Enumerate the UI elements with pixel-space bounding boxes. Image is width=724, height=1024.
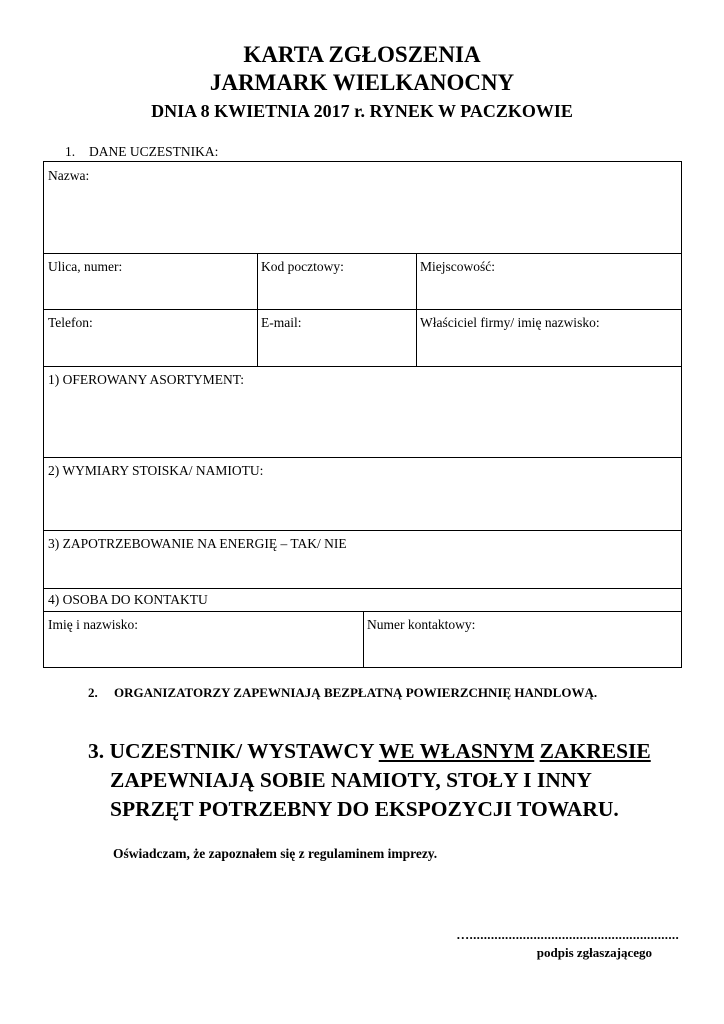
underlined-phrase: WE WŁASNYM [378,739,535,763]
point-3-line-1 [88,737,651,766]
field-label: Numer kontaktowy: [367,617,476,632]
field-asortyment[interactable] [44,366,681,457]
event-title: JARMARK WIELKANOCNY [209,70,515,95]
point-3-line-2: ZAPEWNIAJĄ SOBIE NAMIOTY, STOŁY I INNY [110,768,592,792]
field-miejscowosc[interactable] [416,253,681,309]
field-label: Ulica, numer: [48,259,123,274]
point-3-line-3: SPRZĘT POTRZEBNY DO EKSPOZYCJI TOWARU. [110,797,619,821]
section-label: DANE UCZESTNIKA: [89,144,219,159]
registration-form-table [43,161,682,668]
point-3 [88,737,651,824]
field-label: 1) OFEROWANY ASORTYMENT: [48,372,245,387]
field-kod-pocztowy[interactable] [257,253,416,309]
contact-person-heading [44,588,681,611]
field-label: Miejscowość: [420,259,495,274]
field-numer-kontaktowy[interactable] [363,611,681,668]
section-participant-data [65,144,218,160]
field-label: Nazwa: [48,168,90,183]
declaration-statement: Oświadczam, że zapoznałem się z regulaminem imprezy. [113,846,438,861]
field-label: Imię i nazwisko: [48,617,138,632]
field-nazwa[interactable] [44,162,681,253]
field-label: 4) OSOBA DO KONTAKTU [48,592,208,607]
field-label: 3) ZAPOTRZEBOWANIE NA ENERGIĘ – TAK/ NIE [48,536,347,551]
field-telefon[interactable] [44,309,257,366]
signature-label: podpis zgłaszającego [536,945,652,960]
point-text: ORGANIZATORZY ZAPEWNIAJĄ BEZPŁATNĄ POWIERZCHNIĘ HANDLOWĄ. [114,685,598,700]
field-label: Właściciel firmy/ imię nazwisko: [420,315,600,330]
field-email[interactable] [257,309,416,366]
field-ulica[interactable] [44,253,257,309]
point-2 [88,685,597,701]
form-title: KARTA ZGŁOSZENIA [243,42,481,67]
signature-line[interactable]: …........................................................... [456,927,679,942]
point-number: 2. [88,685,98,700]
field-energia[interactable] [44,530,681,588]
underlined-word: ZAKRESIE [539,739,651,763]
field-label: Kod pocztowy: [261,259,344,274]
event-date-location: DNIA 8 KWIETNIA 2017 r. RYNEK W PACZKOWIE [151,101,573,121]
field-label: Telefon: [48,315,93,330]
section-number: 1. [65,144,76,159]
field-wlasciciel[interactable] [416,309,681,366]
field-label: E-mail: [261,315,302,330]
field-label: 2) WYMIARY STOISKA/ NAMIOTU: [48,463,264,478]
point-3-prefix: 3. UCZESTNIK/ WYSTAWCY [88,739,379,763]
field-imie-nazwisko[interactable] [44,611,363,668]
field-wymiary[interactable] [44,457,681,530]
